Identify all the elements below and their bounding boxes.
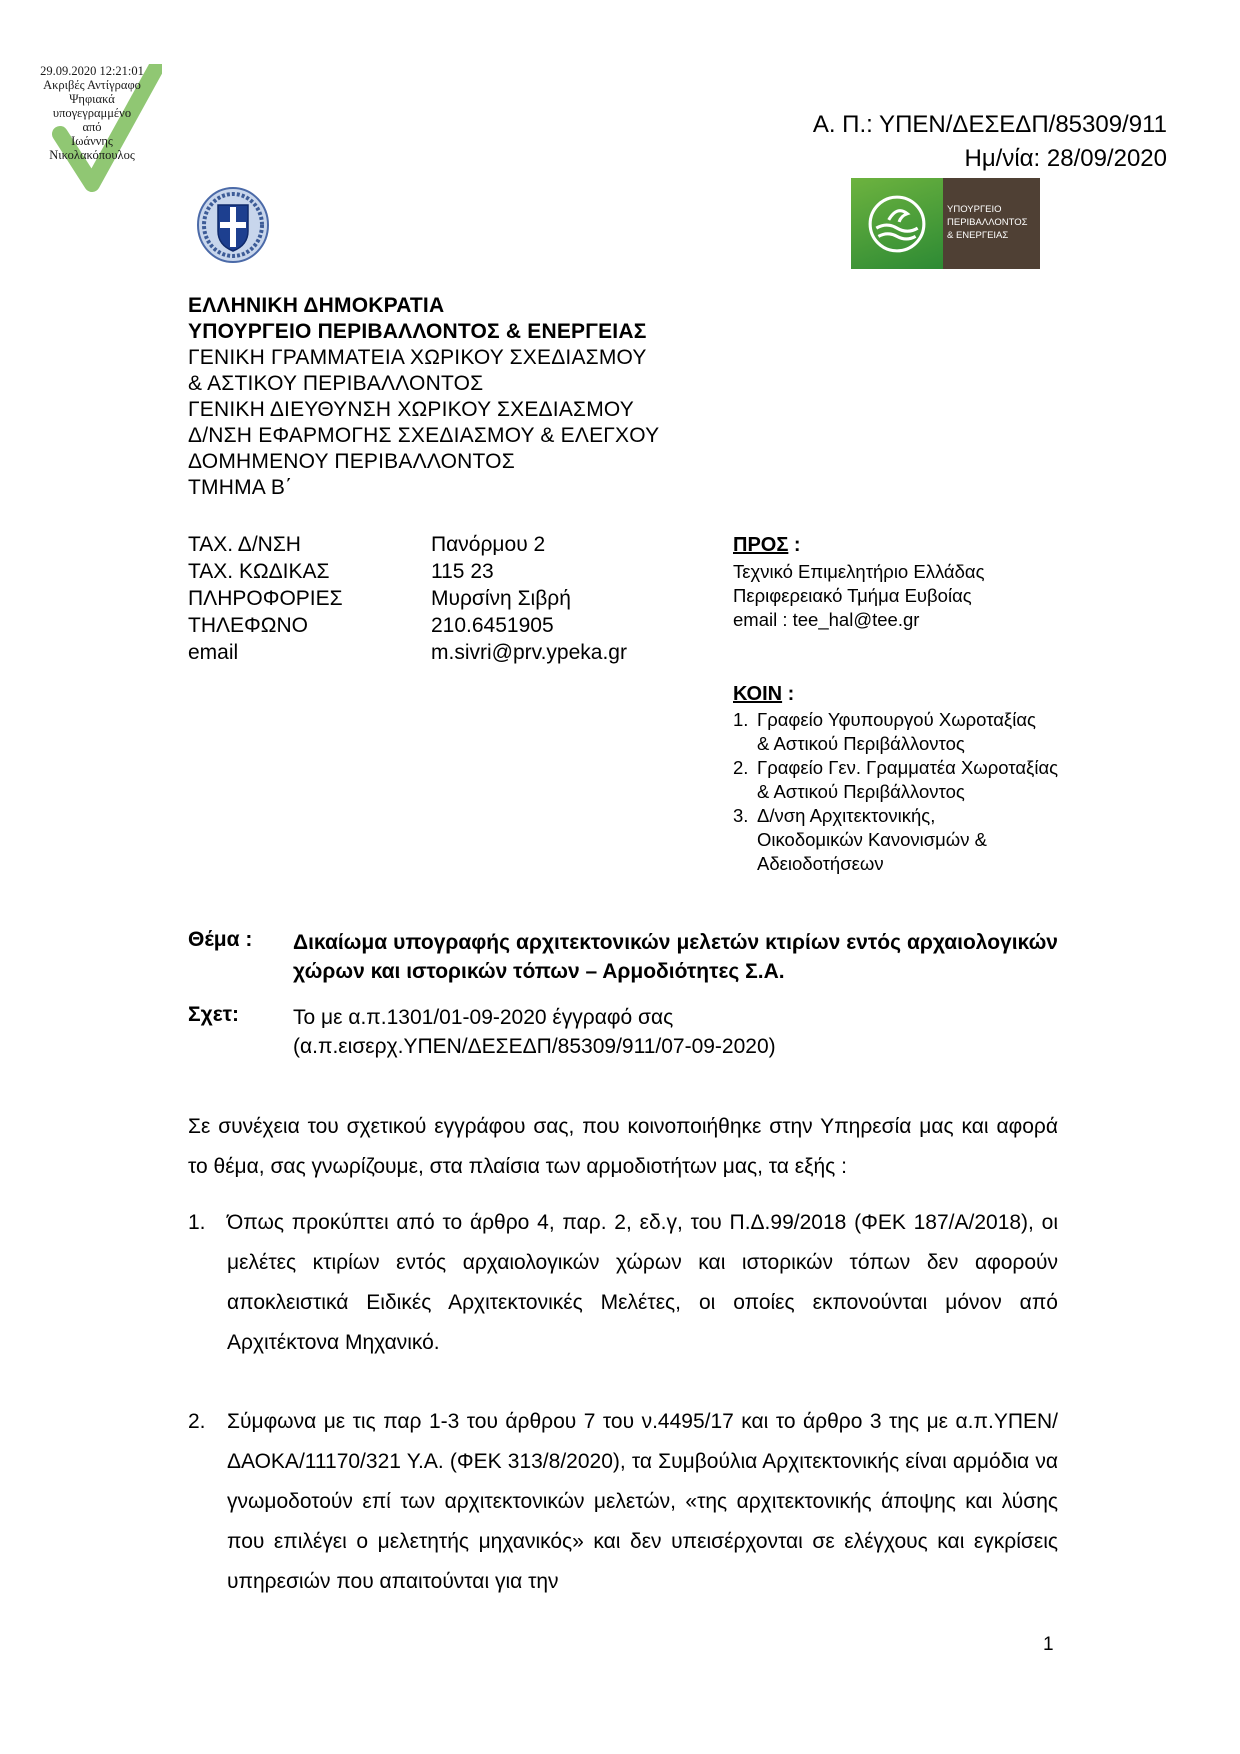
authority-line: ΕΛΛΗΝΙΚΗ ΔΗΜΟΚΡΑΤΙΑ	[188, 294, 445, 317]
cc-heading-label: ΚΟΙΝ	[733, 683, 783, 705]
authority-line: ΥΠΟΥΡΓΕΙΟ ΠΕΡΙΒΑΛΛΟΝΤΟΣ & ΕΝΕΡΓΕΙΑΣ	[188, 320, 647, 343]
authority-line: Δ/ΝΣΗ ΕΦΑΡΜΟΓΗΣ ΣΧΕΔΙΑΣΜΟΥ & ΕΛΕΓΧΟΥ	[188, 424, 660, 447]
subject-label: Θέμα :	[188, 928, 253, 951]
intro-paragraph: Σε συνέχεια του σχετικού εγγράφου σας, που κοινοποιήθηκε στην Υπηρεσία μας και αφορά το θέμα, σας γνωρίζουμε, στα πλαίσια των αρμοδιοτήτων μας, τα εξής :	[188, 1115, 1058, 1178]
relative-line: Το με α.π.1301/01-09-2020 έγγραφό σας	[293, 1006, 674, 1029]
digital-signature-stamp	[22, 64, 162, 194]
authority-line: ΓΕΝΙΚΗ ΓΡΑΜΜΑΤΕΙΑ ΧΩΡΙΚΟΥ ΣΧΕΔΙΑΣΜΟΥ	[188, 346, 647, 369]
cc-item-line: & Αστικού Περιβάλλοντος	[757, 733, 965, 754]
contact-email: m.sivri@prv.ypeka.gr	[431, 641, 627, 664]
document-date: Ημ/νία: 28/09/2020	[964, 145, 1167, 172]
cc-item-line: Γραφείο Γεν. Γραμματέα Χωροταξίας	[757, 757, 1059, 778]
contact-label: ΠΛΗΡΟΦΟΡΙΕΣ	[188, 587, 343, 610]
authority-line: ΔΟΜΗΜΕΝΟΥ ΠΕΡΙΒΑΛΛΟΝΤΟΣ	[188, 450, 515, 473]
logo-text-line: & ΕΝΕΡΓΕΙΑΣ	[947, 230, 1009, 241]
issuing-authority	[188, 293, 659, 501]
cc-item-number: 1.	[733, 709, 749, 730]
item-paragraph: Σύμφωνα με τις παρ 1-3 του άρθρου 7 του ν.4495/17 και το άρθρο 3 της με α.π.ΥΠΕΝ/ΔΑΟΚΑ/11170/321 Υ.Α. (ΦΕΚ 313/8/2020), τα Συμβούλια Αρχιτεκτονικής είναι αρμόδια να γνωμοδοτούν επί των αρχιτεκτονικών μελετών, «της αρχιτεκτονικής άποψης και λύσης που επιλέγει ο μελετητής μηχανικός» και δεν υπεισέρχονται σε ελέγχους και εγκρίσεις υπηρεσιών που απαιτούνται για την	[227, 1410, 1058, 1593]
greek-emblem	[196, 185, 270, 263]
page-number: 1	[1043, 1634, 1054, 1655]
contact-label: ΤΑΧ. ΚΩΔΙΚΑΣ	[188, 560, 330, 583]
cc-item-line: Δ/νση Αρχιτεκτονικής,	[757, 805, 936, 826]
signature-line: Ακριβές Αντίγραφο	[43, 78, 141, 92]
protocol-number: Α. Π.: ΥΠΕΝ/ΔΕΣΕΔΠ/85309/911	[812, 111, 1167, 138]
signature-signer: Νικολακόπουλος	[49, 148, 135, 162]
to-line: Τεχνικό Επιμελητήριο Ελλάδας	[733, 561, 985, 582]
to-line: Περιφερειακό Τμήμα Ευβοίας	[733, 585, 972, 606]
signature-line: Ιωάννης	[71, 134, 113, 148]
to-email: email : tee_hal@tee.gr	[733, 609, 920, 630]
logo-emblem	[851, 178, 943, 269]
protocol-reference	[813, 108, 1167, 176]
relative-text	[293, 1003, 776, 1061]
cc-item-line: Γραφείο Υφυπουργού Χωροταξίας	[757, 709, 1036, 730]
subject-text: Δικαίωμα υπογραφής αρχιτεκτονικών μελετών κτιρίων εντός αρχαιολογικών χώρων και ιστορικών τόπων – Αρμοδιότητες Σ.Α.	[293, 931, 1058, 983]
cc-heading-colon: :	[782, 683, 795, 705]
coat-of-arms-icon	[196, 185, 270, 263]
authority-line: ΓΕΝΙΚΗ ΔΙΕΥΘΥΝΣΗ ΧΩΡΙΚΟΥ ΣΧΕΔΙΑΣΜΟΥ	[188, 398, 634, 421]
item-number: 1.	[188, 1211, 206, 1234]
to-heading-colon: :	[788, 534, 801, 556]
signature-timestamp: 29.09.2020 12:21:01	[40, 64, 144, 78]
contact-value: 115 23	[431, 560, 494, 583]
contact-label: ΤΑΧ. Δ/ΝΣΗ	[188, 533, 301, 556]
contact-label: email	[188, 641, 239, 664]
signature-line: υπογεγραμμένο	[52, 106, 132, 120]
authority-line: ΤΜΗΜΑ Β΄	[188, 476, 293, 499]
signature-line: Ψηφιακά	[69, 92, 115, 106]
relative-line: (α.π.εισερχ.ΥΠΕΝ/ΔΕΣΕΔΠ/85309/911/07-09-2020)	[293, 1035, 776, 1058]
item-number: 2.	[188, 1410, 206, 1433]
signature-line: από	[82, 120, 102, 134]
cc-item-line: & Αστικού Περιβάλλοντος	[757, 781, 965, 802]
cc-item-line: Οικοδομικών Κανονισμών &	[757, 829, 987, 850]
cc-heading	[733, 682, 794, 706]
relative-label: Σχετ:	[188, 1003, 240, 1026]
contact-value: Μυρσίνη Σιβρή	[431, 587, 571, 610]
item-paragraph: Όπως προκύπτει από το άρθρο 4, παρ. 2, εδ.γ, του Π.Δ.99/2018 (ΦΕΚ 187/Α/2018), οι μελέτες κτιρίων εντός αρχαιολογικών χώρων και ιστορικών τόπων δεν αφορούν αποκλειστικά Ειδικές Αρχιτεκτονικές Μελέτες, οι οποίες εκπονούνται μόνον από Αρχιτέκτονα Μηχανικό.	[227, 1211, 1058, 1354]
cc-item-number: 2.	[733, 757, 749, 778]
contact-value: Πανόρμου 2	[431, 533, 546, 556]
to-heading-label: ΠΡΟΣ	[733, 534, 789, 556]
sun-wave-icon	[866, 193, 928, 255]
authority-line: & ΑΣΤΙΚΟΥ ΠΕΡΙΒΑΛΛΟΝΤΟΣ	[188, 372, 484, 395]
signature-text	[22, 64, 162, 162]
cc-item-number: 3.	[733, 805, 749, 826]
contact-label: ΤΗΛΕΦΩΝΟ	[188, 614, 308, 637]
logo-text	[943, 178, 1040, 269]
to-heading	[733, 533, 801, 557]
logo-text-line: ΥΠΟΥΡΓΕΙΟ	[947, 204, 1002, 215]
ministry-logo	[851, 178, 1040, 269]
logo-text-line: ΠΕΡΙΒΑΛΛΟΝΤΟΣ	[947, 217, 1028, 228]
contact-value: 210.6451905	[431, 614, 554, 637]
cc-item-line: Αδειοδοτήσεων	[757, 853, 884, 874]
